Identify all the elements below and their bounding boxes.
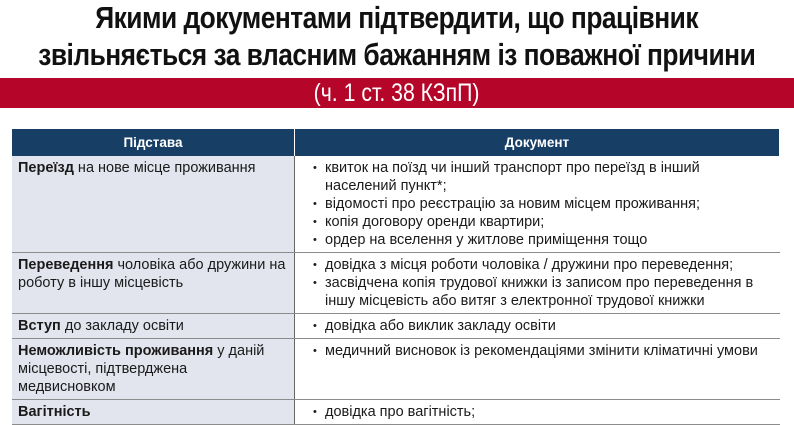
basis-bold: Вступ	[18, 318, 61, 334]
basis-bold: Неможливість проживання	[18, 343, 214, 359]
document-item: • відомості про реєстрацію за новим місцем проживання;	[315, 195, 774, 213]
document-list	[301, 159, 774, 249]
document-cell	[295, 156, 780, 253]
law-reference: (ч. 1 ст. 38 КЗпП)	[314, 78, 480, 107]
document-cell	[295, 314, 780, 339]
basis-bold: Вагітність	[18, 404, 91, 420]
basis-cell	[12, 400, 295, 425]
document-item: • довідка про вагітність;	[315, 403, 774, 421]
basis-cell	[12, 156, 295, 253]
title-line-1: Якими документами підтвердити, що працівник	[95, 0, 699, 35]
title-line-2: звільняється за власним бажанням із поважної причини	[38, 37, 756, 72]
basis-bold: Переведення	[18, 257, 114, 273]
document-cell	[295, 400, 780, 425]
basis-bold: Переїзд	[18, 160, 74, 176]
document-cell	[295, 339, 780, 400]
document-list	[301, 256, 774, 310]
basis-rest: до закладу освіти	[60, 318, 184, 334]
document-list	[301, 317, 774, 335]
document-item: • ордер на вселення у житлове приміщення тощо	[315, 231, 774, 249]
basis-rest: чоловіка або дружини на роботу в іншу місцевість	[18, 257, 286, 291]
document-item: • копія договору оренди квартири;	[315, 213, 774, 231]
documents-table	[12, 129, 780, 425]
basis-cell	[12, 253, 295, 314]
title-line-2-wrap	[0, 37, 794, 73]
title-line-1-wrap	[0, 0, 794, 36]
document-item: • медичний висновок із рекомендаціями змінити кліматичні умови	[315, 342, 774, 360]
document-cell	[295, 253, 780, 314]
document-item: • засвідчена копія трудової книжки із записом про переведення в іншу місцевість або витяг з електронної трудової книжки	[315, 274, 774, 310]
document-item: • довідка або виклик закладу освіти	[315, 317, 774, 335]
basis-cell	[12, 314, 295, 339]
table-row	[12, 253, 780, 314]
table-row	[12, 314, 780, 339]
table-row	[12, 339, 780, 400]
document-list	[301, 403, 774, 421]
header-document: Документ	[295, 129, 780, 156]
table-row	[12, 400, 780, 425]
basis-cell	[12, 339, 295, 400]
reference-band	[0, 78, 794, 108]
table-row	[12, 156, 780, 253]
document-list	[301, 342, 774, 360]
document-item: • довідка з місця роботи чоловіка / дружини про переведення;	[315, 256, 774, 274]
document-item: • квиток на поїзд чи інший транспорт про переїзд в інший населений пункт*;	[315, 159, 774, 195]
header-basis: Підстава	[12, 129, 295, 156]
basis-rest: у даній місцевості, підтверджена медвисновком	[18, 343, 265, 395]
basis-rest: на нове місце проживання	[73, 160, 256, 176]
